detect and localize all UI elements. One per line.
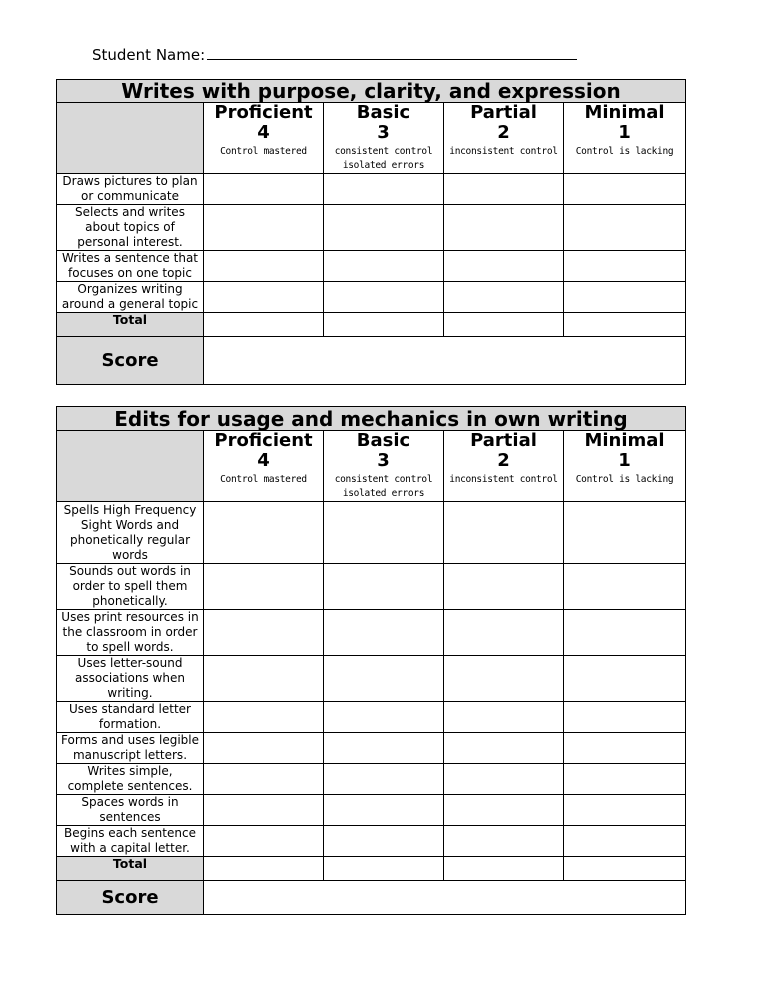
criterion-label: Spaces words in sentences [57, 795, 204, 826]
score-cell[interactable] [324, 733, 444, 764]
score-cell[interactable] [444, 205, 564, 251]
level-number: 4 [257, 122, 270, 143]
level-description: Control is lacking [575, 146, 674, 157]
level-header-proficient [204, 431, 324, 502]
score-cell[interactable] [324, 764, 444, 795]
level-header-basic [324, 431, 444, 502]
criterion-row [57, 502, 686, 564]
score-cell[interactable] [564, 826, 686, 857]
level-number: 2 [497, 122, 510, 143]
criterion-label: Draws pictures to plan or communicate [57, 174, 204, 205]
score-label: Score [57, 337, 204, 385]
rubric-table-purpose [56, 79, 686, 385]
level-description: consistent control [334, 146, 433, 157]
criterion-label: Sounds out words in order to spell them phonetically. [57, 564, 204, 610]
criterion-label: Uses print resources in the classroom in order to spell words. [57, 610, 204, 656]
criterion-label: Writes simple, complete sentences. [57, 764, 204, 795]
score-cell[interactable] [324, 795, 444, 826]
score-cell[interactable] [204, 174, 324, 205]
criterion-label: Writes a sentence that focuses on one topic [57, 251, 204, 282]
level-name: Partial [470, 430, 537, 451]
total-cell[interactable] [444, 857, 564, 881]
score-cell[interactable] [204, 251, 324, 282]
level-header-minimal [564, 103, 686, 174]
criterion-row [57, 610, 686, 656]
level-number: 4 [257, 450, 270, 471]
score-cell[interactable] [204, 702, 324, 733]
criterion-row [57, 733, 686, 764]
total-cell[interactable] [564, 857, 686, 881]
score-cell[interactable] [444, 610, 564, 656]
level-number: 3 [377, 122, 390, 143]
score-cell[interactable] [204, 610, 324, 656]
level-description: inconsistent control [449, 474, 558, 485]
score-cell[interactable] [444, 502, 564, 564]
score-cell[interactable] [324, 564, 444, 610]
level-name: Basic [356, 102, 411, 123]
level-name: Proficient [214, 430, 313, 451]
criterion-row [57, 795, 686, 826]
score-cell[interactable] [204, 795, 324, 826]
level-name: Minimal [584, 430, 665, 451]
student-name-label: Student Name: [92, 46, 206, 64]
score-cell[interactable] [444, 733, 564, 764]
score-cell[interactable] [444, 656, 564, 702]
score-label: Score [57, 881, 204, 915]
total-row [57, 857, 686, 881]
section-title: Edits for usage and mechanics in own writing [57, 407, 686, 431]
level-description: consistent control [334, 474, 433, 485]
level-header-partial [444, 103, 564, 174]
criterion-row [57, 251, 686, 282]
score-cell[interactable] [444, 282, 564, 313]
score-cell[interactable] [564, 502, 686, 564]
total-label: Total [57, 313, 204, 337]
criterion-label: Forms and uses legible manuscript letters. [57, 733, 204, 764]
criterion-row [57, 764, 686, 795]
level-description: Control is lacking [575, 474, 674, 485]
total-cell[interactable] [204, 857, 324, 881]
header-corner [57, 431, 204, 502]
score-cell[interactable] [564, 282, 686, 313]
score-cell[interactable] [324, 205, 444, 251]
student-name-line [92, 45, 577, 64]
score-cell[interactable] [564, 702, 686, 733]
score-cell[interactable] [204, 733, 324, 764]
score-cell[interactable] [564, 656, 686, 702]
score-cell[interactable] [204, 826, 324, 857]
criterion-row [57, 564, 686, 610]
score-row [57, 881, 686, 915]
score-row [57, 337, 686, 385]
section-title: Writes with purpose, clarity, and expression [57, 80, 686, 103]
score-cell[interactable] [324, 282, 444, 313]
score-cell[interactable] [564, 733, 686, 764]
score-cell[interactable] [324, 656, 444, 702]
student-name-field[interactable] [207, 45, 577, 60]
criterion-row [57, 702, 686, 733]
score-cell[interactable] [204, 205, 324, 251]
criterion-row [57, 205, 686, 251]
score-cell[interactable] [444, 826, 564, 857]
level-number: 1 [618, 122, 631, 143]
score-cell[interactable] [564, 564, 686, 610]
header-corner [57, 103, 204, 174]
level-description-2: isolated errors [342, 488, 425, 499]
score-cell[interactable] [564, 174, 686, 205]
score-cell[interactable] [204, 564, 324, 610]
level-number: 3 [377, 450, 390, 471]
criterion-row [57, 826, 686, 857]
criterion-row [57, 282, 686, 313]
score-cell[interactable] [324, 702, 444, 733]
level-description-2: isolated errors [342, 160, 425, 171]
level-description: Control mastered [220, 474, 307, 485]
criterion-label: Selects and writes about topics of personal interest. [57, 205, 204, 251]
score-cell[interactable] [564, 764, 686, 795]
score-cell[interactable] [444, 795, 564, 826]
level-number: 1 [618, 450, 631, 471]
score-cell[interactable] [324, 610, 444, 656]
score-cell[interactable] [204, 502, 324, 564]
score-cell[interactable] [204, 282, 324, 313]
criterion-label: Organizes writing around a general topic [57, 282, 204, 313]
total-label: Total [57, 857, 204, 881]
score-cell[interactable] [324, 174, 444, 205]
score-cell[interactable] [444, 702, 564, 733]
total-row [57, 313, 686, 337]
criterion-label: Begins each sentence with a capital letter. [57, 826, 204, 857]
score-cell[interactable] [564, 795, 686, 826]
score-cell[interactable] [324, 826, 444, 857]
total-cell[interactable] [564, 313, 686, 337]
score-cell[interactable] [204, 656, 324, 702]
level-description: inconsistent control [449, 146, 558, 157]
score-cell[interactable] [444, 174, 564, 205]
criterion-label: Uses standard letter formation. [57, 702, 204, 733]
criterion-label: Spells High Frequency Sight Words and phonetically regular words [57, 502, 204, 564]
total-cell[interactable] [204, 313, 324, 337]
criterion-row [57, 174, 686, 205]
level-name: Minimal [584, 102, 665, 123]
score-value-cell[interactable] [204, 337, 686, 385]
score-value-cell[interactable] [204, 881, 686, 915]
criterion-row [57, 656, 686, 702]
level-name: Partial [470, 102, 537, 123]
total-cell[interactable] [444, 313, 564, 337]
total-cell[interactable] [324, 313, 444, 337]
criterion-label: Uses letter-sound associations when writing. [57, 656, 204, 702]
rubric-table-editing [56, 406, 686, 915]
score-cell[interactable] [564, 610, 686, 656]
level-header-proficient [204, 103, 324, 174]
level-description: Control mastered [220, 146, 307, 157]
level-number: 2 [497, 450, 510, 471]
score-cell[interactable] [324, 502, 444, 564]
score-cell[interactable] [564, 251, 686, 282]
score-cell[interactable] [444, 564, 564, 610]
level-name: Proficient [214, 102, 313, 123]
level-header-basic [324, 103, 444, 174]
score-cell[interactable] [324, 251, 444, 282]
score-cell[interactable] [444, 251, 564, 282]
score-cell[interactable] [204, 764, 324, 795]
level-name: Basic [356, 430, 411, 451]
level-header-partial [444, 431, 564, 502]
total-cell[interactable] [324, 857, 444, 881]
score-cell[interactable] [564, 205, 686, 251]
score-cell[interactable] [444, 764, 564, 795]
level-header-minimal [564, 431, 686, 502]
